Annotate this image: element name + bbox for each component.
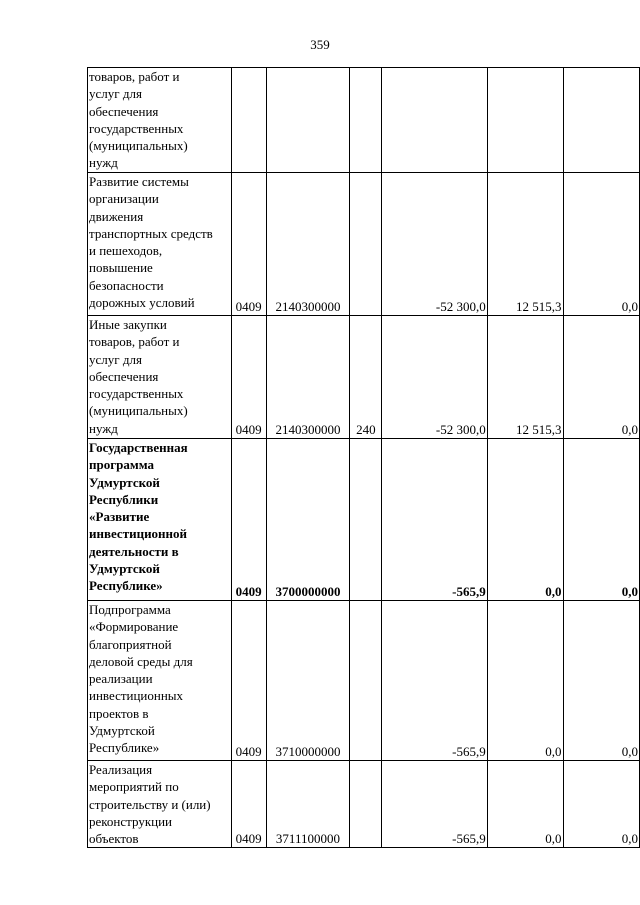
amount-1-cell bbox=[487, 68, 563, 173]
table-row bbox=[88, 316, 640, 439]
expense-type-cell bbox=[350, 761, 382, 848]
expense-name-line: обеспечения bbox=[89, 368, 159, 384]
section-code-cell: 0409 bbox=[231, 439, 266, 601]
expense-name-line: Удмуртской bbox=[89, 723, 155, 739]
table-row bbox=[88, 68, 640, 173]
section-code-cell: 0409 bbox=[231, 316, 266, 439]
expense-name-line: дорожных условий bbox=[89, 295, 195, 311]
expense-name-line: (муниципальных) bbox=[89, 138, 188, 154]
expense-type-cell bbox=[350, 68, 382, 173]
amount-2-cell: 0,0 bbox=[563, 439, 640, 601]
expense-name-line: повышение bbox=[89, 260, 153, 276]
amount-2-cell: 0,0 bbox=[563, 761, 640, 848]
expense-name-line: строительству и (или) bbox=[89, 796, 211, 812]
section-code-cell: 0409 bbox=[231, 601, 266, 761]
amount-2-cell bbox=[563, 68, 640, 173]
expense-type-cell bbox=[350, 601, 382, 761]
expense-name-line: программа bbox=[89, 457, 154, 473]
expense-name-line: Подпрограмма bbox=[89, 602, 171, 617]
expense-name-line: реализации bbox=[89, 671, 153, 687]
expense-name-line: Республики bbox=[89, 491, 159, 507]
expense-name-line: (муниципальных) bbox=[89, 403, 188, 419]
expense-name-line: благоприятной bbox=[89, 636, 172, 652]
table-body bbox=[88, 68, 640, 848]
page-number: 359 bbox=[310, 37, 330, 52]
expense-name-line: организации bbox=[89, 191, 159, 207]
expense-name-line: услуг для bbox=[89, 86, 142, 102]
expense-name-line: товаров, работ и bbox=[89, 69, 180, 84]
expense-name-line: инвестиционной bbox=[89, 526, 188, 542]
expense-name-line: Удмуртской bbox=[89, 561, 160, 577]
change-amount-cell: -565,9 bbox=[382, 439, 487, 601]
amount-1-cell: 12 515,3 bbox=[487, 173, 563, 316]
change-amount-cell: -565,9 bbox=[382, 601, 487, 761]
expense-name-line: деятельности в bbox=[89, 543, 179, 559]
change-amount-cell: -52 300,0 bbox=[382, 173, 487, 316]
expense-name-cell bbox=[88, 316, 232, 439]
budget-table bbox=[87, 67, 640, 848]
amount-2-cell: 0,0 bbox=[563, 316, 640, 439]
section-code-cell: 0409 bbox=[231, 761, 266, 848]
target-article-cell: 3711100000 bbox=[266, 761, 350, 848]
change-amount-cell: -52 300,0 bbox=[382, 316, 487, 439]
expense-name-line: Удмуртской bbox=[89, 474, 160, 490]
expense-name-line: государственных bbox=[89, 386, 184, 402]
amount-2-cell: 0,0 bbox=[563, 173, 640, 316]
expense-name-cell bbox=[88, 601, 232, 761]
expense-name-line: товаров, работ и bbox=[89, 334, 180, 350]
expense-name-line: Республике» bbox=[89, 740, 160, 756]
expense-type-cell bbox=[350, 173, 382, 316]
expense-name-line: обеспечения bbox=[89, 103, 159, 119]
expense-name-cell bbox=[88, 761, 232, 848]
expense-type-cell: 240 bbox=[350, 316, 382, 439]
target-article-cell bbox=[266, 68, 350, 173]
amount-1-cell: 0,0 bbox=[487, 439, 563, 601]
expense-name-line: мероприятий по bbox=[89, 779, 179, 795]
table-row bbox=[88, 601, 640, 761]
change-amount-cell bbox=[382, 68, 487, 173]
expense-name-cell bbox=[88, 439, 232, 601]
expense-name-line: реконструкции bbox=[89, 813, 173, 829]
target-article-cell: 2140300000 bbox=[266, 173, 350, 316]
expense-name-line: транспортных средств bbox=[89, 225, 213, 241]
amount-1-cell: 0,0 bbox=[487, 761, 563, 848]
expense-name-line: «Развитие bbox=[89, 509, 150, 525]
expense-name-line: деловой среды для bbox=[89, 653, 193, 669]
table-row bbox=[88, 439, 640, 601]
expense-name-line: Развитие системы bbox=[89, 174, 189, 189]
table-row bbox=[88, 173, 640, 316]
amount-2-cell: 0,0 bbox=[563, 601, 640, 761]
section-code-cell bbox=[231, 68, 266, 173]
expense-name-line: нужд bbox=[89, 420, 118, 436]
expense-name-line: нужд bbox=[89, 155, 118, 171]
target-article-cell: 2140300000 bbox=[266, 316, 350, 439]
expense-name-line: услуг для bbox=[89, 351, 142, 367]
target-article-cell: 3700000000 bbox=[266, 439, 350, 601]
expense-name-line: Реализация bbox=[89, 762, 153, 777]
section-code-cell: 0409 bbox=[231, 173, 266, 316]
table-row bbox=[88, 761, 640, 848]
target-article-cell: 3710000000 bbox=[266, 601, 350, 761]
expense-name-line: государственных bbox=[89, 120, 184, 136]
amount-1-cell: 0,0 bbox=[487, 601, 563, 761]
expense-name-line: Республике» bbox=[89, 578, 163, 594]
amount-1-cell: 12 515,3 bbox=[487, 316, 563, 439]
expense-name-cell bbox=[88, 173, 232, 316]
expense-name-line: Иные закупки bbox=[89, 317, 167, 332]
change-amount-cell: -565,9 bbox=[382, 761, 487, 848]
expense-name-line: Государственная bbox=[89, 440, 188, 455]
expense-name-line: проектов в bbox=[89, 705, 149, 721]
expense-name-line: движения bbox=[89, 208, 144, 224]
expense-name-line: объектов bbox=[89, 831, 139, 847]
expense-name-line: «Формирование bbox=[89, 619, 179, 635]
expense-name-line: безопасности bbox=[89, 277, 164, 293]
expense-name-line: и пешеходов, bbox=[89, 243, 163, 259]
expense-type-cell bbox=[350, 439, 382, 601]
expense-name-cell bbox=[88, 68, 232, 173]
expense-name-line: инвестиционных bbox=[89, 688, 184, 704]
